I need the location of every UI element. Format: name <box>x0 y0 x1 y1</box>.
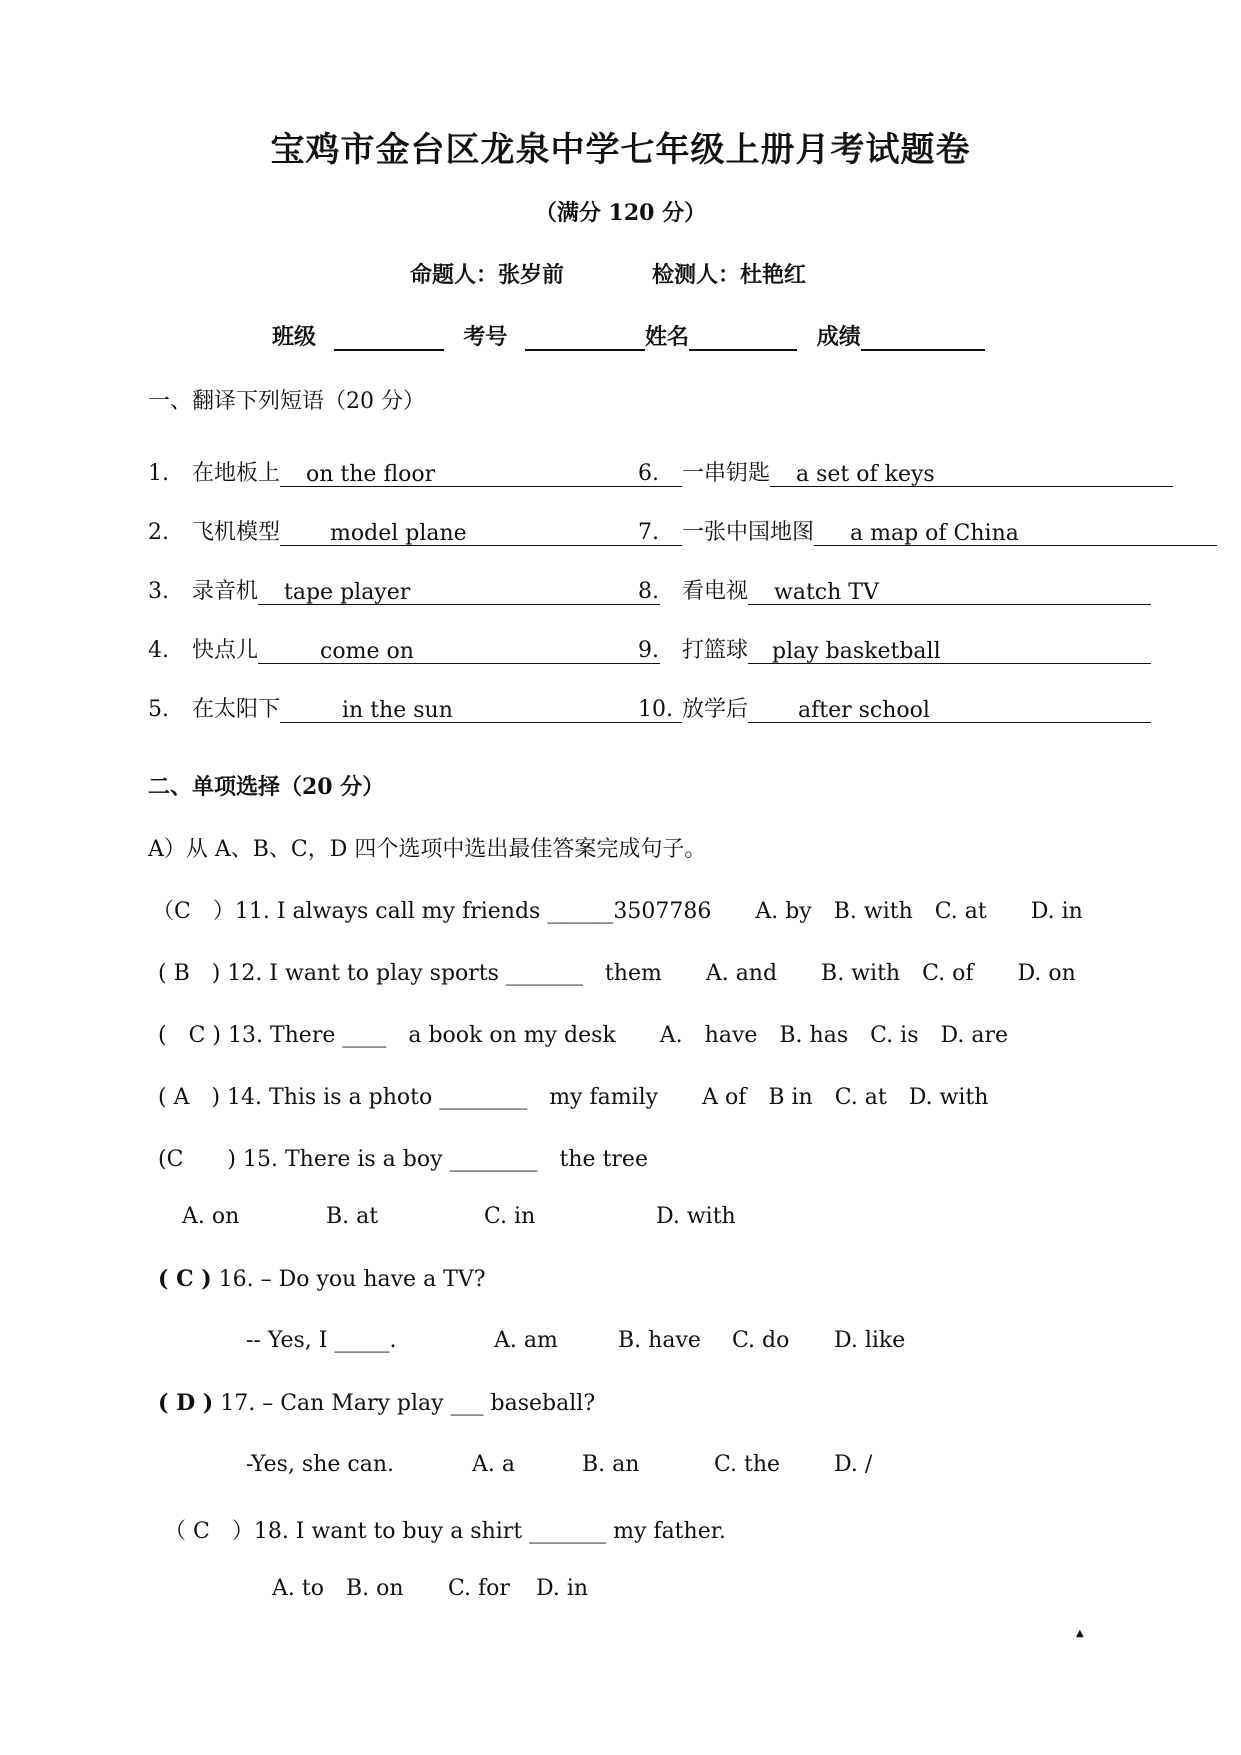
phrase-chinese: 看电视 <box>682 579 749 604</box>
page-title: 宝鸡市金台区龙泉中学七年级上册月考试题卷 <box>270 130 971 170</box>
score-field[interactable] <box>861 325 985 351</box>
q18-option-b: B. on <box>346 1576 404 1601</box>
student-info-row <box>272 320 985 351</box>
phrase-number: 7. <box>638 520 659 545</box>
section-1-heading: 一、翻译下列短语（20 分） <box>148 389 425 414</box>
question-16 <box>158 1266 486 1292</box>
q17-option-d: D. / <box>834 1452 873 1477</box>
phrase-number: 9. <box>638 638 659 663</box>
q16-option-b: B. have <box>618 1328 701 1353</box>
phrase-number: 1. <box>148 461 169 486</box>
phrase-number: 4. <box>148 638 169 663</box>
phrase-item <box>638 633 1151 664</box>
phrase-item <box>638 574 1151 605</box>
q16-answer-mark: ( C ) <box>158 1266 212 1292</box>
exam-no-field[interactable] <box>525 325 645 351</box>
question-setter: 命题人：张岁前 <box>410 262 565 288</box>
q15-option-c: C. in <box>484 1204 536 1229</box>
phrase-answer-line[interactable] <box>280 696 682 723</box>
phrase-chinese: 放学后 <box>682 697 749 722</box>
phrase-number: 5. <box>148 697 169 722</box>
phrase-number: 3. <box>148 579 169 604</box>
phrase-item <box>148 692 682 723</box>
footer-mark: ▲ <box>1076 1628 1084 1639</box>
q15-option-b: B. at <box>326 1204 379 1229</box>
phrase-chinese: 一串钥匙 <box>682 461 771 486</box>
q17-option-b: B. an <box>582 1452 640 1477</box>
phrase-item <box>638 515 1217 546</box>
phrase-item <box>638 692 1151 723</box>
phrase-answer-line[interactable] <box>770 460 1173 487</box>
score-label: 成绩 <box>816 324 861 350</box>
question-checker: 检测人：杜艳红 <box>652 262 807 288</box>
phrase-chinese: 快点儿 <box>192 638 259 663</box>
phrase-english-answer: after school <box>798 698 930 723</box>
q15-option-d: D. with <box>656 1204 736 1229</box>
phrase-answer-line[interactable] <box>748 578 1151 605</box>
phrase-number: 8. <box>638 579 659 604</box>
phrase-number: 10. <box>638 697 673 722</box>
question-17 <box>158 1390 595 1416</box>
section-2-instruction: A）从 A、B、C，D 四个选项中选出最佳答案完成句子。 <box>148 837 707 862</box>
phrase-answer-line[interactable] <box>748 637 1151 664</box>
question-12: ( B ) 12. I want to play sports _______ them A. and B. with C. of D. on <box>158 961 1076 986</box>
q17-reply: -Yes, she can. <box>246 1452 394 1477</box>
phrase-english-answer: model plane <box>330 521 467 546</box>
phrase-english-answer: tape player <box>284 580 411 605</box>
phrase-chinese: 打篮球 <box>682 638 749 663</box>
phrase-english-answer: a map of China <box>850 521 1019 546</box>
question-14: ( A ) 14. This is a photo ________ my family A of B in C. at D. with <box>158 1085 989 1110</box>
phrase-item <box>148 633 660 664</box>
q18-option-a: A. to <box>272 1576 324 1601</box>
phrase-answer-line[interactable] <box>280 460 682 487</box>
q16-text: 16. – Do you have a TV? <box>218 1267 486 1292</box>
phrase-item <box>638 456 1173 487</box>
q16-option-a: A. am <box>494 1328 558 1353</box>
q18-option-d: D. in <box>536 1576 589 1601</box>
phrase-chinese: 录音机 <box>192 579 259 604</box>
phrase-answer-line[interactable] <box>814 519 1217 546</box>
q17-option-c: C. the <box>714 1452 781 1477</box>
phrase-english-answer: play basketball <box>772 639 941 664</box>
question-18: （ C ）18. I want to buy a shirt _______ my father. <box>164 1519 726 1544</box>
phrase-english-answer: in the sun <box>342 698 453 723</box>
full-score-note: （满分 120 分） <box>534 200 707 226</box>
phrase-item <box>148 515 682 546</box>
phrase-answer-line[interactable] <box>258 637 660 664</box>
q17-option-a: A. a <box>472 1452 515 1477</box>
q18-option-c: C. for <box>448 1576 510 1601</box>
phrase-english-answer: come on <box>320 639 414 664</box>
q16-option-d: D. like <box>834 1328 906 1353</box>
phrase-answer-line[interactable] <box>748 696 1151 723</box>
phrase-chinese: 飞机模型 <box>192 520 281 545</box>
q17-text: 17. – Can Mary play ___ baseball? <box>220 1391 596 1416</box>
phrase-number: 2. <box>148 520 169 545</box>
question-13: ( C ) 13. There ____ a book on my desk A. have B. has C. is D. are <box>158 1023 1008 1048</box>
q16-reply: -- Yes, I _____. <box>246 1328 397 1353</box>
question-11: （C ）11. I always call my friends ______3507786 A. by B. with C. at D. in <box>152 899 1083 924</box>
section-2-heading: 二、单项选择（20 分） <box>148 774 385 800</box>
name-label: 姓名 <box>645 324 690 350</box>
phrase-chinese: 在地板上 <box>192 461 281 486</box>
name-field[interactable] <box>689 325 797 351</box>
phrase-item <box>148 456 682 487</box>
phrase-english-answer: watch TV <box>774 580 879 605</box>
class-field[interactable] <box>334 325 444 351</box>
phrase-english-answer: a set of keys <box>796 462 935 487</box>
phrase-answer-line[interactable] <box>258 578 660 605</box>
question-15: (C ) 15. There is a boy ________ the tree <box>158 1147 648 1172</box>
phrase-answer-line[interactable] <box>280 519 682 546</box>
phrase-item <box>148 574 660 605</box>
phrase-english-answer: on the floor <box>306 462 436 487</box>
q15-option-a: A. on <box>182 1204 240 1229</box>
q17-answer-mark: ( D ) <box>158 1390 214 1416</box>
q16-option-c: C. do <box>732 1328 790 1353</box>
phrase-number: 6. <box>638 461 659 486</box>
phrase-chinese: 在太阳下 <box>192 697 281 722</box>
class-label: 班级 <box>272 324 317 350</box>
exam-no-label: 考号 <box>463 324 508 350</box>
phrase-chinese: 一张中国地图 <box>682 520 815 545</box>
